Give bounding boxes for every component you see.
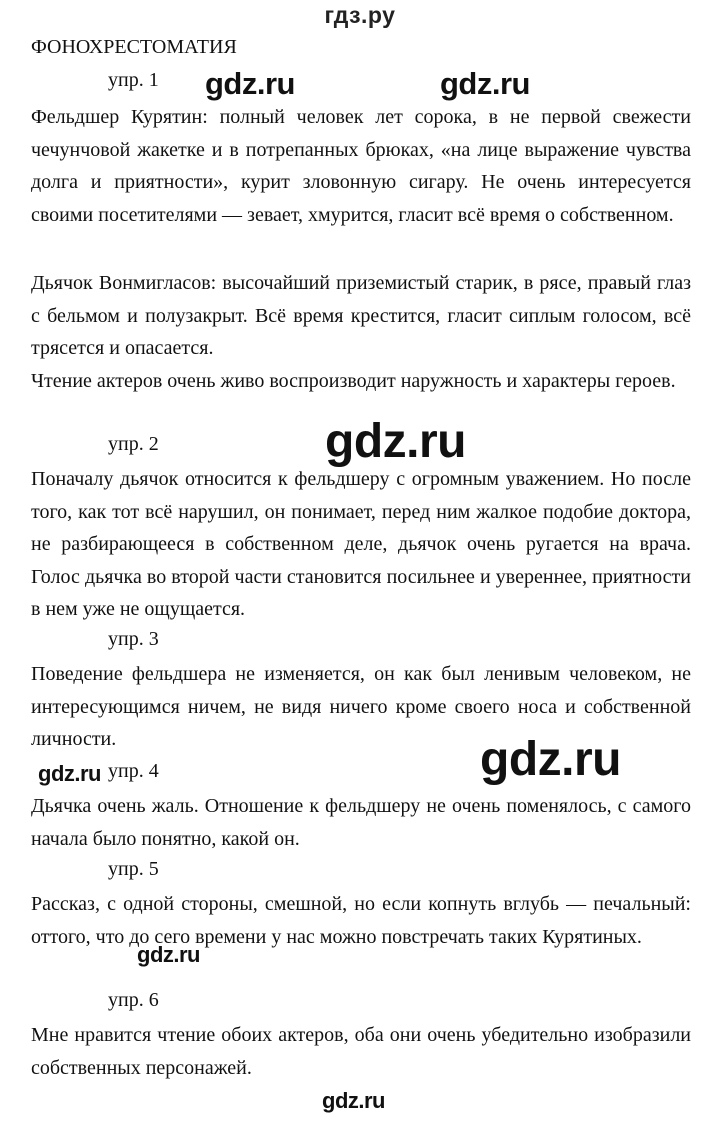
exercise-label-4: упр. 4 [108, 760, 159, 782]
exercise-2-paragraph-1: Поначалу дьячок относится к фельдшеру с огромным уважением. Но после того, как тот всё нарушил, он понимает, перед ним жалкое подобие доктора, не разбирающееся в собственном деле, дьячок очень ругается на врача. Голос дьячка во второй части становится посильнее и увереннее, приятности в нем уже не ощущается. [31, 468, 691, 620]
exercise-1-paragraph-2: Дьячок Вонмигласов: высочайший приземистый старик, в рясе, правый глаз с бельмом и полузакрыт. Всё время крестится, гласит сиплым голосом, всё трясется и опасается. [31, 272, 691, 359]
exercise-1-paragraph-1: Фельдшер Курятин: полный человек лет сорока, в не первой свежести чечунчовой жакетке и в потрепанных брюках, «на лице выражение чувства долга и приятности», курит зловонную сигару. Не очень интересуется своими посетителями — зевает, хмурится, гласит всё время о собственном. [31, 106, 691, 226]
exercise-label-2: упр. 2 [108, 433, 159, 455]
exercise-4-paragraph-1: Дьячка очень жаль. Отношение к фельдшеру не очень поменялось, с самого начала было понятно, какой он. [31, 795, 691, 850]
watermark: gdz.ru [325, 415, 466, 468]
exercise-label-6: упр. 6 [108, 989, 159, 1011]
exercise-label-3: упр. 3 [108, 628, 159, 650]
exercise-label-1: упр. 1 [108, 69, 159, 91]
exercise-label-5: упр. 5 [108, 858, 159, 880]
exercise-6-paragraph-1: Мне нравится чтение обоих актеров, оба они очень убедительно изобразили собственных персонажей. [31, 1024, 691, 1079]
site-header: гдз.ру [324, 2, 396, 28]
exercise-1-paragraph-3: Чтение актеров очень живо воспроизводит наружность и характеры героев. [31, 370, 676, 392]
watermark: gdz.ru [38, 761, 101, 786]
watermark: gdz.ru [322, 1088, 385, 1113]
watermark: gdz.ru [440, 66, 530, 101]
watermark: gdz.ru [137, 942, 200, 967]
watermark: gdz.ru [480, 733, 621, 786]
exercise-5-paragraph-1: Рассказ, с одной стороны, смешной, но если копнуть вглубь — печальный: оттого, что до сего времени у нас можно повстречать таких Курятиных. [31, 893, 691, 948]
watermark: gdz.ru [205, 66, 295, 101]
document-title: ФОНОХРЕСТОМАТИЯ [31, 36, 237, 58]
exercise-3-paragraph-1: Поведение фельдшера не изменяется, он как был ленивым человеком, не интересующимся ничем, не видя ничего кроме своего носа и собственной личности. [31, 663, 691, 750]
